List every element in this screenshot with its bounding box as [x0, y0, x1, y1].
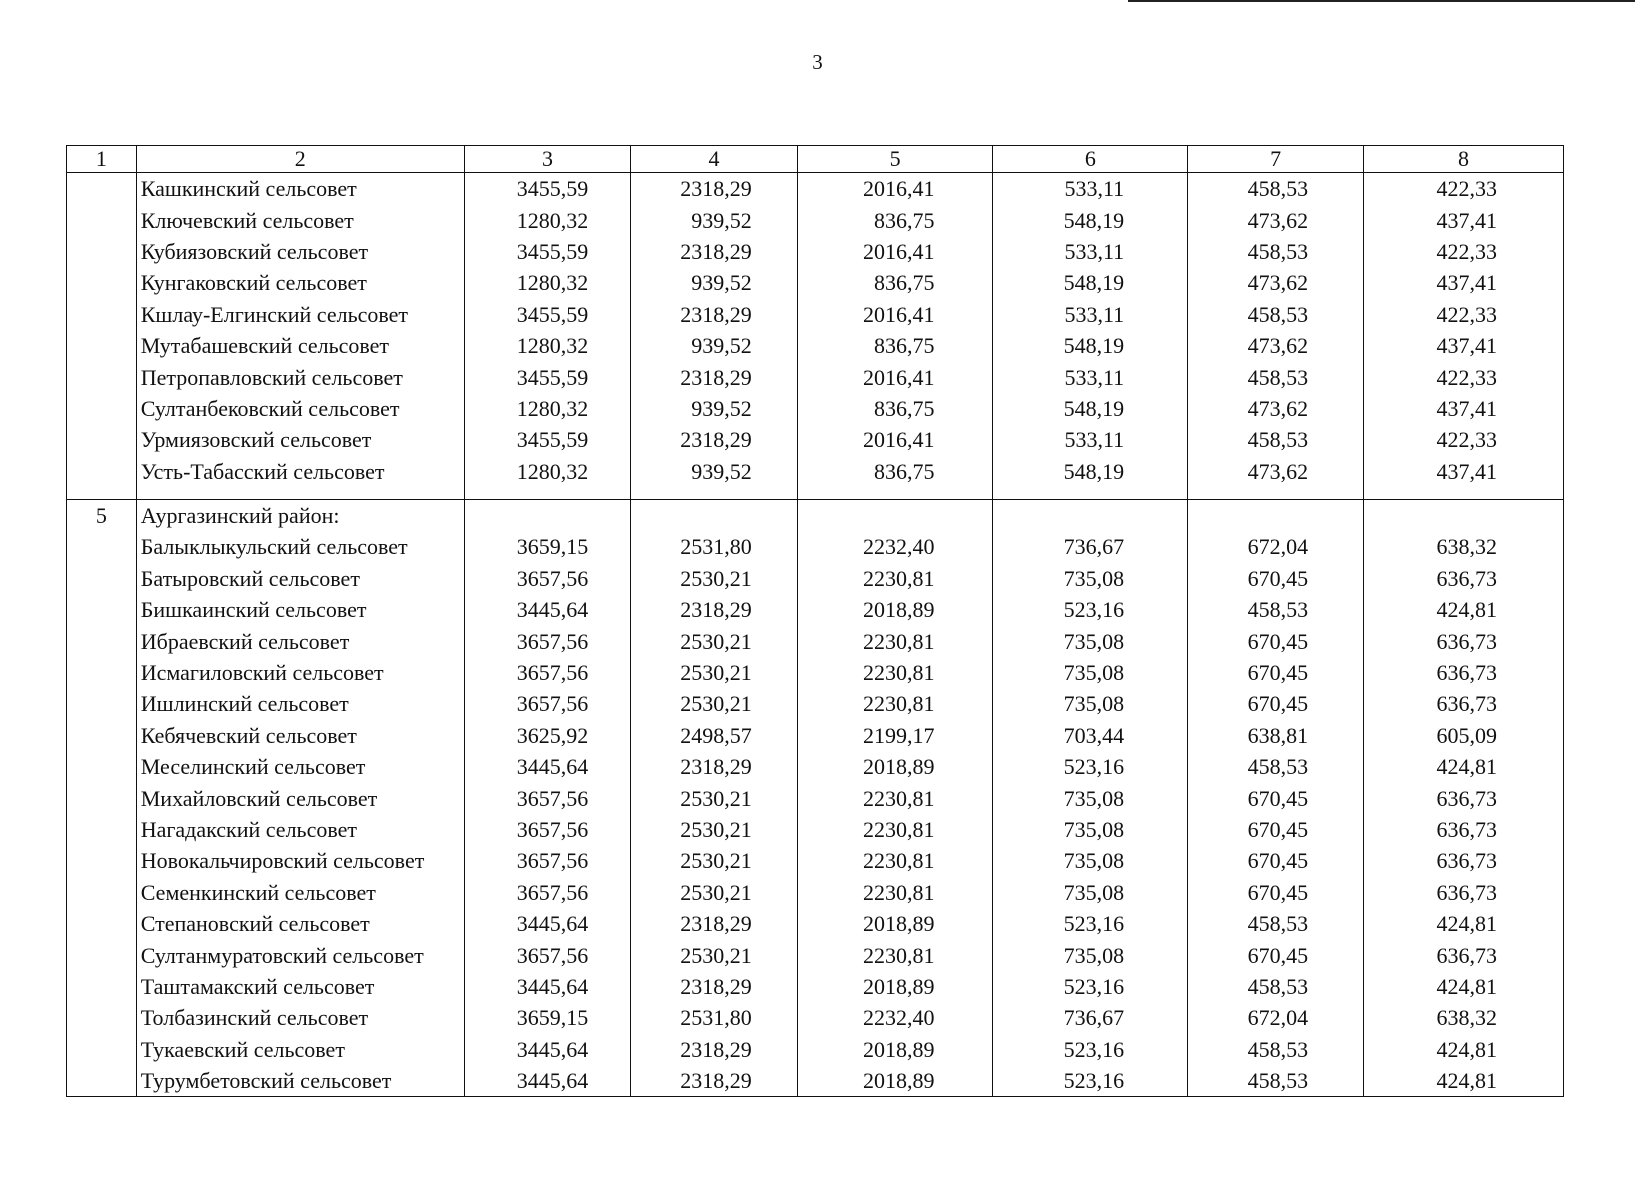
value-cell: 3657,56 [464, 845, 631, 876]
value-cell: 636,73 [1364, 877, 1564, 908]
value-cell: 2230,81 [797, 657, 993, 688]
value-cell: 670,45 [1188, 814, 1364, 845]
value-cell: 605,09 [1364, 720, 1564, 751]
value-cell: 2318,29 [631, 1065, 798, 1097]
table-row [67, 173, 1564, 205]
value-cell: 836,75 [797, 456, 993, 487]
value-cell: 703,44 [993, 720, 1188, 751]
value-cell: 939,52 [631, 267, 798, 298]
value-cell: 458,53 [1188, 594, 1364, 625]
value-cell: 2230,81 [797, 814, 993, 845]
tariff-table [66, 145, 1564, 1097]
value-cell: 437,41 [1364, 267, 1564, 298]
value-cell: 458,53 [1188, 1034, 1364, 1065]
value-cell: 533,11 [993, 424, 1188, 455]
value-cell: 458,53 [1188, 424, 1364, 455]
value-cell: 3657,56 [464, 939, 631, 970]
value-cell: 670,45 [1188, 563, 1364, 594]
settlement-name: Султанбековский сельсовет [136, 393, 464, 424]
section-number [67, 173, 137, 500]
value-cell: 2230,81 [797, 563, 993, 594]
settlement-name: Мутабашевский сельсовет [136, 330, 464, 361]
value-cell: 1280,32 [464, 393, 631, 424]
value-cell: 548,19 [993, 330, 1188, 361]
value-cell: 523,16 [993, 908, 1188, 939]
value-cell: 473,62 [1188, 330, 1364, 361]
table-row [67, 657, 1564, 688]
value-cell: 3657,56 [464, 814, 631, 845]
value-cell: 437,41 [1364, 393, 1564, 424]
value-cell: 670,45 [1188, 877, 1364, 908]
value-cell: 2498,57 [631, 720, 798, 751]
value-cell: 2530,21 [631, 845, 798, 876]
value-cell: 636,73 [1364, 782, 1564, 813]
section-number: 5 [67, 499, 137, 1096]
table-row [67, 361, 1564, 392]
value-cell: 2232,40 [797, 531, 993, 562]
value-cell: 670,45 [1188, 657, 1364, 688]
value-cell: 2232,40 [797, 1002, 993, 1033]
settlement-name: Турумбетовский сельсовет [136, 1065, 464, 1097]
value-cell: 458,53 [1188, 361, 1364, 392]
value-cell: 2016,41 [797, 236, 993, 267]
value-cell: 2016,41 [797, 173, 993, 205]
value-cell: 458,53 [1188, 971, 1364, 1002]
value-cell: 523,16 [993, 751, 1188, 782]
top-border-line [1128, 0, 1635, 2]
empty-cell [993, 499, 1188, 531]
value-cell: 2318,29 [631, 594, 798, 625]
settlement-name: Ишлинский сельсовет [136, 688, 464, 719]
value-cell: 939,52 [631, 204, 798, 235]
value-cell: 473,62 [1188, 456, 1364, 487]
value-cell: 736,67 [993, 1002, 1188, 1033]
table-row [67, 424, 1564, 455]
value-cell: 2018,89 [797, 1065, 993, 1097]
value-cell: 2318,29 [631, 173, 798, 205]
value-cell: 836,75 [797, 267, 993, 298]
table-row [67, 204, 1564, 235]
value-cell: 636,73 [1364, 845, 1564, 876]
settlement-name: Ибраевский сельсовет [136, 625, 464, 656]
empty-cell [797, 487, 993, 500]
value-cell: 2230,81 [797, 877, 993, 908]
value-cell: 836,75 [797, 330, 993, 361]
value-cell: 636,73 [1364, 939, 1564, 970]
value-cell: 437,41 [1364, 456, 1564, 487]
empty-cell [1364, 499, 1564, 531]
value-cell: 2318,29 [631, 424, 798, 455]
value-cell: 670,45 [1188, 782, 1364, 813]
header-row [67, 146, 1564, 173]
value-cell: 424,81 [1364, 1065, 1564, 1097]
value-cell: 2530,21 [631, 657, 798, 688]
value-cell: 2318,29 [631, 236, 798, 267]
value-cell: 2318,29 [631, 971, 798, 1002]
value-cell: 3445,64 [464, 751, 631, 782]
table-row [67, 782, 1564, 813]
value-cell: 2530,21 [631, 625, 798, 656]
value-cell: 670,45 [1188, 845, 1364, 876]
value-cell: 636,73 [1364, 657, 1564, 688]
settlement-name: Кебячевский сельсовет [136, 720, 464, 751]
table-row [67, 1065, 1564, 1097]
settlement-name: Кашкинский сельсовет [136, 173, 464, 205]
value-cell: 533,11 [993, 299, 1188, 330]
value-cell: 523,16 [993, 1065, 1188, 1097]
empty-cell [464, 499, 631, 531]
value-cell: 939,52 [631, 393, 798, 424]
value-cell: 422,33 [1364, 173, 1564, 205]
settlement-name: Степановский сельсовет [136, 908, 464, 939]
value-cell: 735,08 [993, 939, 1188, 970]
settlement-name: Тукаевский сельсовет [136, 1034, 464, 1065]
value-cell: 424,81 [1364, 971, 1564, 1002]
table-row [67, 531, 1564, 562]
value-cell: 3455,59 [464, 236, 631, 267]
value-cell: 735,08 [993, 657, 1188, 688]
value-cell: 3657,56 [464, 657, 631, 688]
value-cell: 1280,32 [464, 456, 631, 487]
value-cell: 2016,41 [797, 361, 993, 392]
value-cell: 458,53 [1188, 908, 1364, 939]
value-cell: 2530,21 [631, 782, 798, 813]
value-cell: 636,73 [1364, 688, 1564, 719]
table-row [67, 1002, 1564, 1033]
value-cell: 670,45 [1188, 625, 1364, 656]
settlement-name: Балыклыкульский сельсовет [136, 531, 464, 562]
value-cell: 3455,59 [464, 299, 631, 330]
table-row [67, 393, 1564, 424]
value-cell: 548,19 [993, 204, 1188, 235]
table-body [67, 146, 1564, 1097]
value-cell: 533,11 [993, 236, 1188, 267]
value-cell: 458,53 [1188, 1065, 1364, 1097]
value-cell: 473,62 [1188, 204, 1364, 235]
value-cell: 2530,21 [631, 814, 798, 845]
settlement-name: Усть-Табасский сельсовет [136, 456, 464, 487]
empty-cell [464, 487, 631, 500]
spacer-row [67, 487, 1564, 500]
value-cell: 3659,15 [464, 531, 631, 562]
value-cell: 735,08 [993, 563, 1188, 594]
table-row [67, 814, 1564, 845]
value-cell: 3445,64 [464, 908, 631, 939]
table-row [67, 908, 1564, 939]
value-cell: 548,19 [993, 393, 1188, 424]
settlement-name: Семенкинский сельсовет [136, 877, 464, 908]
value-cell: 424,81 [1364, 751, 1564, 782]
value-cell: 939,52 [631, 330, 798, 361]
value-cell: 2318,29 [631, 751, 798, 782]
value-cell: 2018,89 [797, 908, 993, 939]
value-cell: 533,11 [993, 173, 1188, 205]
value-cell: 523,16 [993, 1034, 1188, 1065]
table-row [67, 720, 1564, 751]
settlement-name: Кшлау-Елгинский сельсовет [136, 299, 464, 330]
table-row [67, 939, 1564, 970]
value-cell: 2230,81 [797, 688, 993, 719]
table-row [67, 594, 1564, 625]
value-cell: 2018,89 [797, 971, 993, 1002]
value-cell: 672,04 [1188, 531, 1364, 562]
value-cell: 424,81 [1364, 594, 1564, 625]
value-cell: 2318,29 [631, 908, 798, 939]
value-cell: 424,81 [1364, 1034, 1564, 1065]
value-cell: 2018,89 [797, 751, 993, 782]
settlement-name: Таштамакский сельсовет [136, 971, 464, 1002]
value-cell: 422,33 [1364, 236, 1564, 267]
value-cell: 437,41 [1364, 204, 1564, 235]
settlement-name: Батыровский сельсовет [136, 563, 464, 594]
table-row [67, 330, 1564, 361]
table-row [67, 625, 1564, 656]
value-cell: 422,33 [1364, 424, 1564, 455]
value-cell: 638,32 [1364, 1002, 1564, 1033]
value-cell: 2318,29 [631, 361, 798, 392]
value-cell: 735,08 [993, 688, 1188, 719]
settlement-name: Петропавловский сельсовет [136, 361, 464, 392]
table-row [67, 299, 1564, 330]
value-cell: 473,62 [1188, 267, 1364, 298]
value-cell: 2230,81 [797, 625, 993, 656]
value-cell: 3657,56 [464, 625, 631, 656]
value-cell: 2530,21 [631, 563, 798, 594]
value-cell: 437,41 [1364, 330, 1564, 361]
column-header: 1 [67, 146, 137, 173]
empty-cell [136, 487, 464, 500]
value-cell: 458,53 [1188, 236, 1364, 267]
settlement-name: Султанмуратовский сельсовет [136, 939, 464, 970]
value-cell: 3657,56 [464, 877, 631, 908]
value-cell: 424,81 [1364, 908, 1564, 939]
section-title: Аургазинский район: [136, 499, 464, 531]
value-cell: 3445,64 [464, 971, 631, 1002]
value-cell: 2530,21 [631, 939, 798, 970]
value-cell: 2018,89 [797, 594, 993, 625]
value-cell: 939,52 [631, 456, 798, 487]
value-cell: 3657,56 [464, 688, 631, 719]
table-row [67, 845, 1564, 876]
settlement-name: Кубиязовский сельсовет [136, 236, 464, 267]
value-cell: 3455,59 [464, 173, 631, 205]
empty-cell [1188, 487, 1364, 500]
table-row [67, 563, 1564, 594]
settlement-name: Исмагиловский сельсовет [136, 657, 464, 688]
column-header: 7 [1188, 146, 1364, 173]
value-cell: 735,08 [993, 814, 1188, 845]
value-cell: 735,08 [993, 782, 1188, 813]
value-cell: 2016,41 [797, 424, 993, 455]
page-number: 3 [812, 50, 823, 74]
column-header: 8 [1364, 146, 1564, 173]
column-header: 6 [993, 146, 1188, 173]
value-cell: 735,08 [993, 845, 1188, 876]
settlement-name: Ключевский сельсовет [136, 204, 464, 235]
value-cell: 533,11 [993, 361, 1188, 392]
column-header: 5 [797, 146, 993, 173]
value-cell: 422,33 [1364, 361, 1564, 392]
value-cell: 2230,81 [797, 845, 993, 876]
value-cell: 3445,64 [464, 1034, 631, 1065]
value-cell: 3625,92 [464, 720, 631, 751]
value-cell: 548,19 [993, 267, 1188, 298]
table-row [67, 236, 1564, 267]
value-cell: 2018,89 [797, 1034, 993, 1065]
value-cell: 3659,15 [464, 1002, 631, 1033]
settlement-name: Толбазинский сельсовет [136, 1002, 464, 1033]
table-row [67, 751, 1564, 782]
settlement-name: Михайловский сельсовет [136, 782, 464, 813]
table-row [67, 267, 1564, 298]
value-cell: 2318,29 [631, 1034, 798, 1065]
value-cell: 2531,80 [631, 1002, 798, 1033]
value-cell: 2199,17 [797, 720, 993, 751]
value-cell: 670,45 [1188, 939, 1364, 970]
value-cell: 2230,81 [797, 782, 993, 813]
value-cell: 3445,64 [464, 1065, 631, 1097]
value-cell: 636,73 [1364, 625, 1564, 656]
value-cell: 3657,56 [464, 563, 631, 594]
empty-cell [631, 487, 798, 500]
value-cell: 458,53 [1188, 173, 1364, 205]
table-row [67, 877, 1564, 908]
value-cell: 458,53 [1188, 751, 1364, 782]
settlement-name: Нагадакский сельсовет [136, 814, 464, 845]
table-row [67, 971, 1564, 1002]
value-cell: 1280,32 [464, 330, 631, 361]
value-cell: 2530,21 [631, 688, 798, 719]
settlement-name: Бишкаинский сельсовет [136, 594, 464, 625]
value-cell: 836,75 [797, 204, 993, 235]
value-cell: 422,33 [1364, 299, 1564, 330]
value-cell: 2318,29 [631, 299, 798, 330]
value-cell: 3455,59 [464, 424, 631, 455]
value-cell: 3657,56 [464, 782, 631, 813]
table-row [67, 688, 1564, 719]
empty-cell [993, 487, 1188, 500]
table-row [67, 456, 1564, 487]
value-cell: 2230,81 [797, 939, 993, 970]
value-cell: 1280,32 [464, 267, 631, 298]
value-cell: 458,53 [1188, 299, 1364, 330]
settlement-name: Меселинский сельсовет [136, 751, 464, 782]
value-cell: 672,04 [1188, 1002, 1364, 1033]
value-cell: 523,16 [993, 594, 1188, 625]
section-title-row [67, 499, 1564, 531]
value-cell: 735,08 [993, 877, 1188, 908]
value-cell: 736,67 [993, 531, 1188, 562]
value-cell: 523,16 [993, 971, 1188, 1002]
value-cell: 735,08 [993, 625, 1188, 656]
column-header: 3 [464, 146, 631, 173]
value-cell: 636,73 [1364, 814, 1564, 845]
value-cell: 836,75 [797, 393, 993, 424]
empty-cell [1364, 487, 1564, 500]
value-cell: 3455,59 [464, 361, 631, 392]
settlement-name: Новокальчировский сельсовет [136, 845, 464, 876]
settlement-name: Кунгаковский сельсовет [136, 267, 464, 298]
value-cell: 638,81 [1188, 720, 1364, 751]
value-cell: 2530,21 [631, 877, 798, 908]
value-cell: 473,62 [1188, 393, 1364, 424]
value-cell: 2016,41 [797, 299, 993, 330]
value-cell: 548,19 [993, 456, 1188, 487]
table-row [67, 1034, 1564, 1065]
value-cell: 638,32 [1364, 531, 1564, 562]
value-cell: 1280,32 [464, 204, 631, 235]
settlement-name: Урмиязовский сельсовет [136, 424, 464, 455]
value-cell: 670,45 [1188, 688, 1364, 719]
column-header: 4 [631, 146, 798, 173]
value-cell: 2531,80 [631, 531, 798, 562]
empty-cell [631, 499, 798, 531]
column-header: 2 [136, 146, 464, 173]
value-cell: 3445,64 [464, 594, 631, 625]
empty-cell [1188, 499, 1364, 531]
value-cell: 636,73 [1364, 563, 1564, 594]
empty-cell [797, 499, 993, 531]
